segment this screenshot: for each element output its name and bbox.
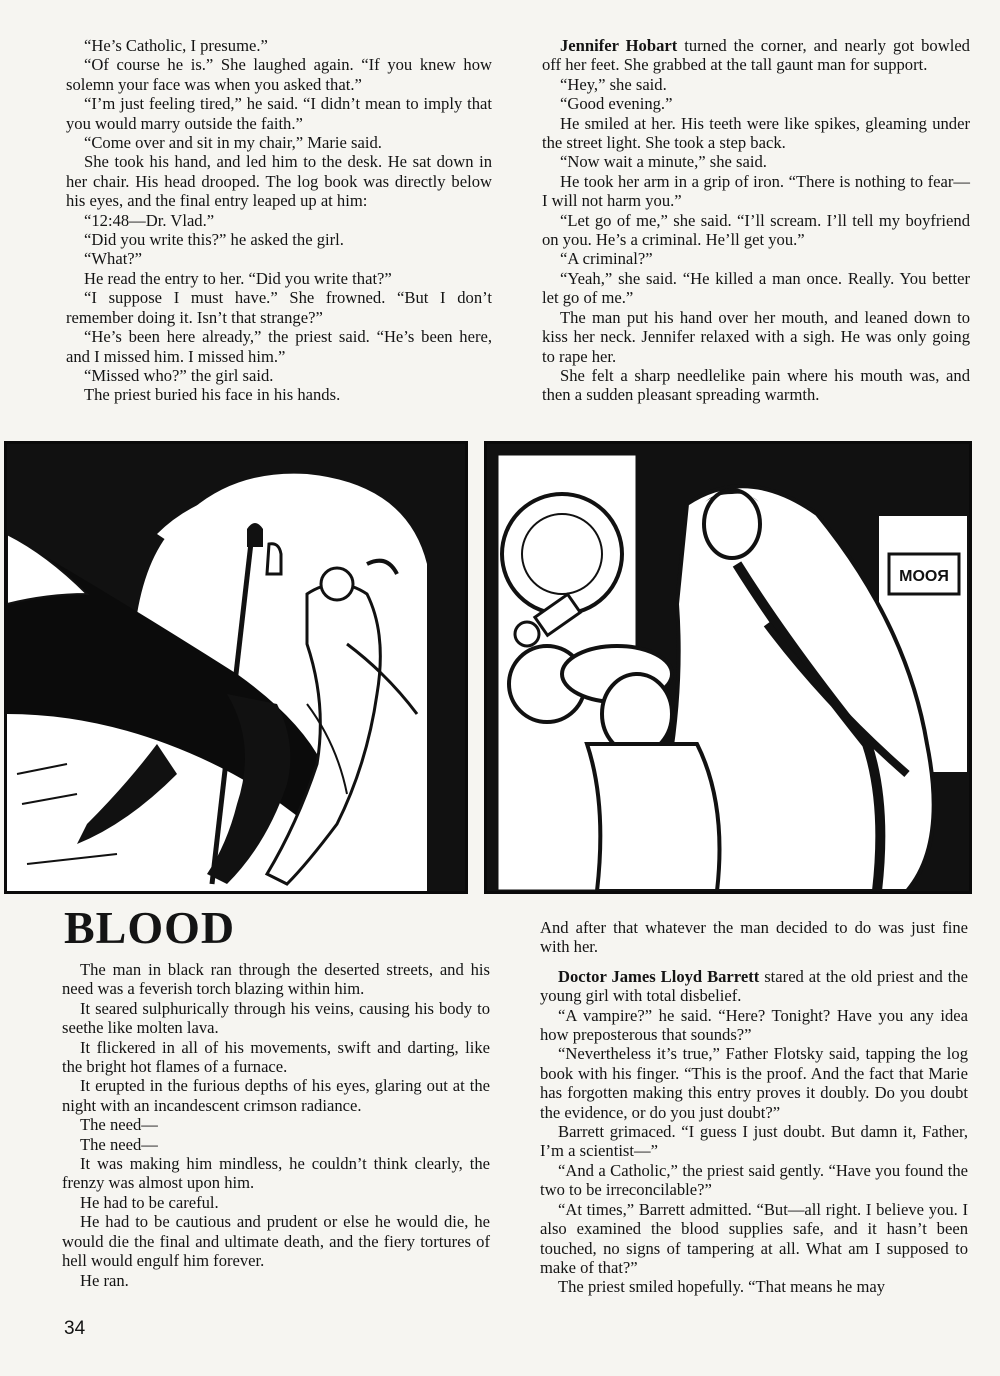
paragraph-lead [540, 967, 968, 1006]
paragraph-lead [542, 36, 970, 75]
paragraph: “Missed who?” the girl said. [84, 365, 274, 385]
paragraph: “At times,” Barrett admitted. “But—all right. I believe you. I also examined the blood supplies safe, and it hasn’t been touched, no signs of tampering at all. What am I supposed to make of that?” [540, 1199, 968, 1277]
paragraph: It was making him mindless, he couldn’t think clearly, the frenzy was almost upon him. [62, 1154, 490, 1193]
paragraph: “A criminal?” [560, 249, 653, 269]
door-sign: MOOЯ [899, 568, 949, 585]
paragraph: “Good evening.” [560, 94, 673, 114]
paragraph: The man in black ran through the deserted streets, and his need was a feverish torch blazing within him. [62, 960, 490, 999]
paragraph: It erupted in the furious depths of his eyes, glaring out at the night with an incandescent crimson radiance. [62, 1076, 490, 1115]
paragraph: The need— [80, 1134, 158, 1154]
paragraph: She took his hand, and led him to the desk. He sat down in her chair. His head drooped. The log book was directly below his eyes, and the final entry leaped up at him: [66, 152, 492, 211]
paragraph: He ran. [80, 1270, 129, 1290]
paragraph: “What?” [84, 249, 143, 269]
illustration-vampire-safecracker [484, 441, 972, 894]
paragraph-text: turned the corner, and nearly got bowled off her feet. She grabbed at the tall gaunt man for support. [542, 36, 970, 75]
page-number: 34 [64, 1318, 86, 1339]
paragraph: She felt a sharp needlelike pain where his mouth was, and then a sudden pleasant spreading warmth. [542, 365, 970, 405]
paragraph: “Nevertheless it’s true,” Father Flotsky said, tapping the log book with his finger. “This is the proof. And the fact that Marie has forgotten making this entry proves it doubly. Do you doubt the evidence, or do you just doubt?” [540, 1044, 968, 1122]
paragraph: “12:48—Dr. Vlad.” [84, 210, 215, 230]
paragraph: “He’s Catholic, I presume.” [84, 36, 268, 55]
paragraph: “Now wait a minute,” she said. [560, 152, 767, 172]
paragraph: “Yeah,” she said. “He killed a man once. Really. You better let go of me.” [542, 268, 970, 308]
illustration-vampire-attack [4, 441, 468, 894]
paragraph: “And a Catholic,” the priest said gently. “Have you found the two to be irreconcilable?” [540, 1160, 968, 1200]
paragraph: He took her arm in a grip of iron. “There is nothing to fear—I will not harm you.” [542, 171, 970, 211]
section-headline: BLOOD [64, 902, 236, 953]
text-column-top-left [66, 36, 492, 405]
paragraph: He had to be cautious and prudent or else he would die, he would die the final and ultimate death, and the fiery tortures of hell would engulf him forever. [62, 1212, 490, 1271]
paragraph: He had to be careful. [80, 1192, 219, 1212]
paragraph: “A vampire?” he said. “Here? Tonight? Have you any idea how preposterous that sounds?” [540, 1005, 968, 1045]
paragraph-text: stared at the old priest and the young girl with total disbelief. [540, 966, 968, 1006]
paragraph: The priest smiled hopefully. “That means he may [558, 1277, 886, 1297]
paragraph: The need— [80, 1115, 158, 1135]
paragraph: It seared sulphurically through his veins, causing his body to seethe like molten lava. [62, 998, 490, 1038]
paragraph: It flickered in all of his movements, swift and darting, like the bright hot flames of a furnace. [62, 1037, 490, 1077]
vampire-attack-drawing [7, 444, 465, 891]
paragraph: “Come over and sit in my chair,” Marie said. [84, 133, 382, 153]
paragraph: “I’m just feeling tired,” he said. “I didn’t mean to imply that you would marry outside the faith.” [66, 94, 492, 133]
paragraph: The man put his hand over her mouth, and leaned down to kiss her neck. Jennifer relaxed with a sigh. He was only going to rape her. [542, 307, 970, 366]
paragraph: “Did you write this?” he asked the girl. [84, 230, 344, 250]
paragraph-continuation: And after that whatever the man decided to do was just fine with her. [540, 918, 968, 957]
paragraph: “I suppose I must have.” She frowned. “But I don’t remember doing it. Isn’t that strange?” [66, 288, 492, 327]
paragraph: He read the entry to her. “Did you write that?” [84, 268, 392, 288]
character-name: Jennifer Hobart [560, 36, 678, 55]
paragraph: “He’s been here already,” the priest said. “He’s been here, and I missed him. I missed him.” [66, 327, 492, 366]
paragraph: “Hey,” she said. [560, 74, 667, 94]
paragraph: The priest buried his face in his hands. [84, 385, 341, 405]
text-column-bottom-right [540, 918, 968, 1297]
text-column-top-right [542, 36, 970, 405]
vampire-safecracker-drawing [487, 444, 969, 891]
paragraph: Barrett grimaced. “I guess I just doubt. But damn it, Father, I’m a scientist—” [540, 1122, 968, 1161]
paragraph: “Of course he is.” She laughed again. “If you knew how solemn your face was when you asked that.” [66, 55, 492, 94]
text-column-bottom-left [62, 960, 490, 1290]
character-name: Doctor James Lloyd Barrett [558, 966, 760, 986]
paragraph: He smiled at her. His teeth were like spikes, gleaming under the street light. She took a step back. [542, 113, 970, 153]
paragraph: “Let go of me,” she said. “I’ll scream. I’ll tell my boyfriend on you. He’s a criminal. He’ll get you.” [542, 210, 970, 250]
